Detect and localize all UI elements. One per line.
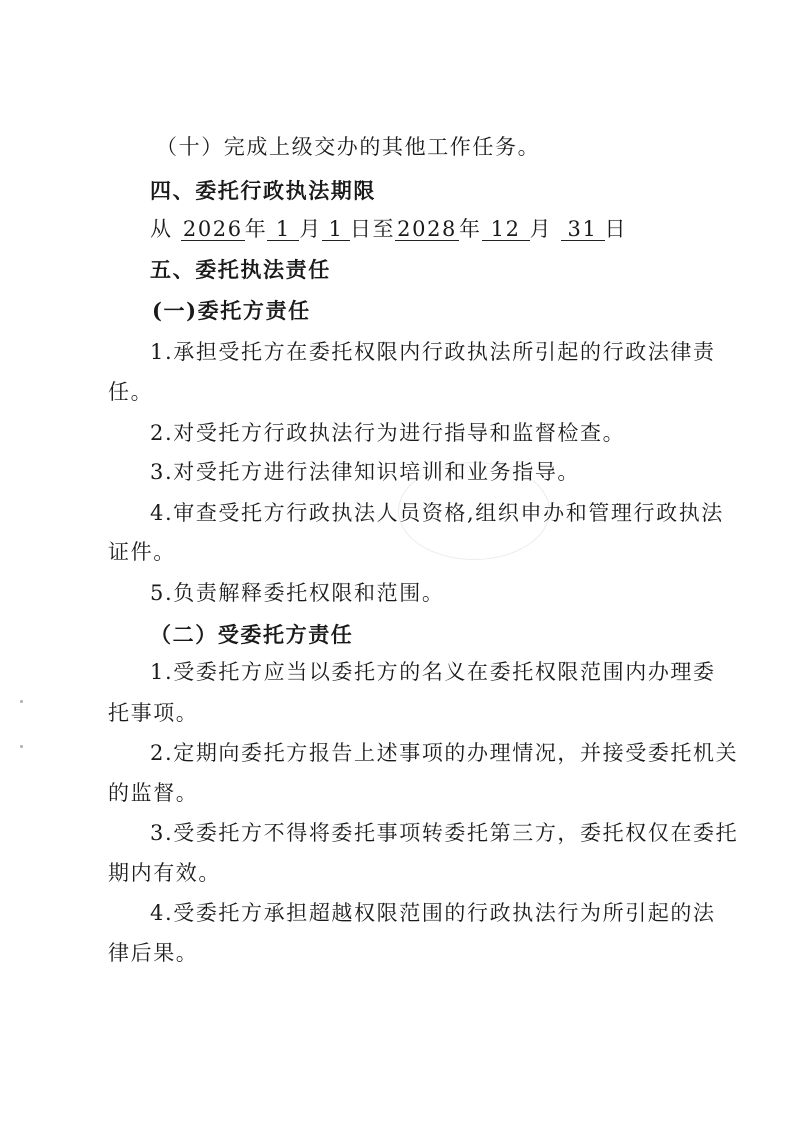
paragraph-agent-4-cont: 律后果。 bbox=[108, 941, 199, 965]
paragraph-task-ten: （十）完成上级交办的其他工作任务。 bbox=[156, 135, 541, 159]
paragraph-principal-1: 1.承担受托方在委托权限内行政执法所引起的行政法律责 bbox=[150, 340, 716, 364]
paragraph-agent-1: 1.受委托方应当以委托方的名义在委托权限范围内办理委 bbox=[150, 660, 716, 684]
end-month-value: 12 bbox=[482, 218, 530, 241]
month-char: 月 bbox=[299, 217, 322, 241]
paragraph-principal-4: 4.审查受托方行政执法人员资格,组织申办和管理行政执法 bbox=[150, 501, 724, 525]
day-to-char: 日至 bbox=[349, 217, 396, 241]
end-year-value: 2028 bbox=[397, 217, 457, 241]
paragraph-principal-5: 5.负责解释委托权限和范围。 bbox=[150, 581, 445, 605]
year-char: 年 bbox=[244, 217, 268, 241]
scan-mark bbox=[20, 700, 23, 703]
paragraph-agent-3-cont: 期内有效。 bbox=[108, 861, 221, 885]
section-heading-responsibility: 五、委托执法责任 bbox=[150, 257, 331, 282]
paragraph-principal-1-cont: 任。 bbox=[108, 380, 154, 404]
section-heading-term: 四、委托行政执法期限 bbox=[150, 178, 376, 203]
paragraph-agent-1-cont: 托事项。 bbox=[108, 701, 199, 725]
day-char: 日 bbox=[604, 217, 628, 241]
subsection-heading-principal: (一)委托方责任 bbox=[152, 298, 311, 323]
paragraph-principal-4-cont: 证件。 bbox=[108, 540, 176, 564]
paragraph-principal-2: 2.对受托方行政执法行为进行指导和监督检查。 bbox=[150, 421, 626, 445]
paragraph-agent-2: 2.定期向委托方报告上述事项的办理情况，并接受委托机关 bbox=[150, 741, 739, 765]
paragraph-agent-3: 3.受委托方不得将委托事项转委托第三方，委托权仅在委托 bbox=[150, 821, 739, 845]
date-prefix: 从 bbox=[150, 217, 173, 241]
start-year-value: 2026 bbox=[182, 217, 243, 241]
year-char: 年 bbox=[459, 217, 482, 241]
paragraph-term-dates bbox=[150, 218, 627, 241]
start-month-value: 1 bbox=[267, 218, 299, 241]
paragraph-agent-4: 4.受委托方承担超越权限范围的行政执法行为所引起的法 bbox=[150, 901, 716, 925]
start-day-value: 1 bbox=[322, 218, 350, 241]
paragraph-agent-2-cont: 的监督。 bbox=[108, 781, 199, 805]
end-day-value: 31 bbox=[561, 218, 605, 241]
subsection-heading-agent: （二）受委托方责任 bbox=[150, 622, 354, 647]
paragraph-principal-3: 3.对受托方进行法律知识培训和业务指导。 bbox=[150, 460, 581, 484]
scan-mark bbox=[20, 745, 23, 748]
month-char: 月 bbox=[529, 217, 553, 241]
